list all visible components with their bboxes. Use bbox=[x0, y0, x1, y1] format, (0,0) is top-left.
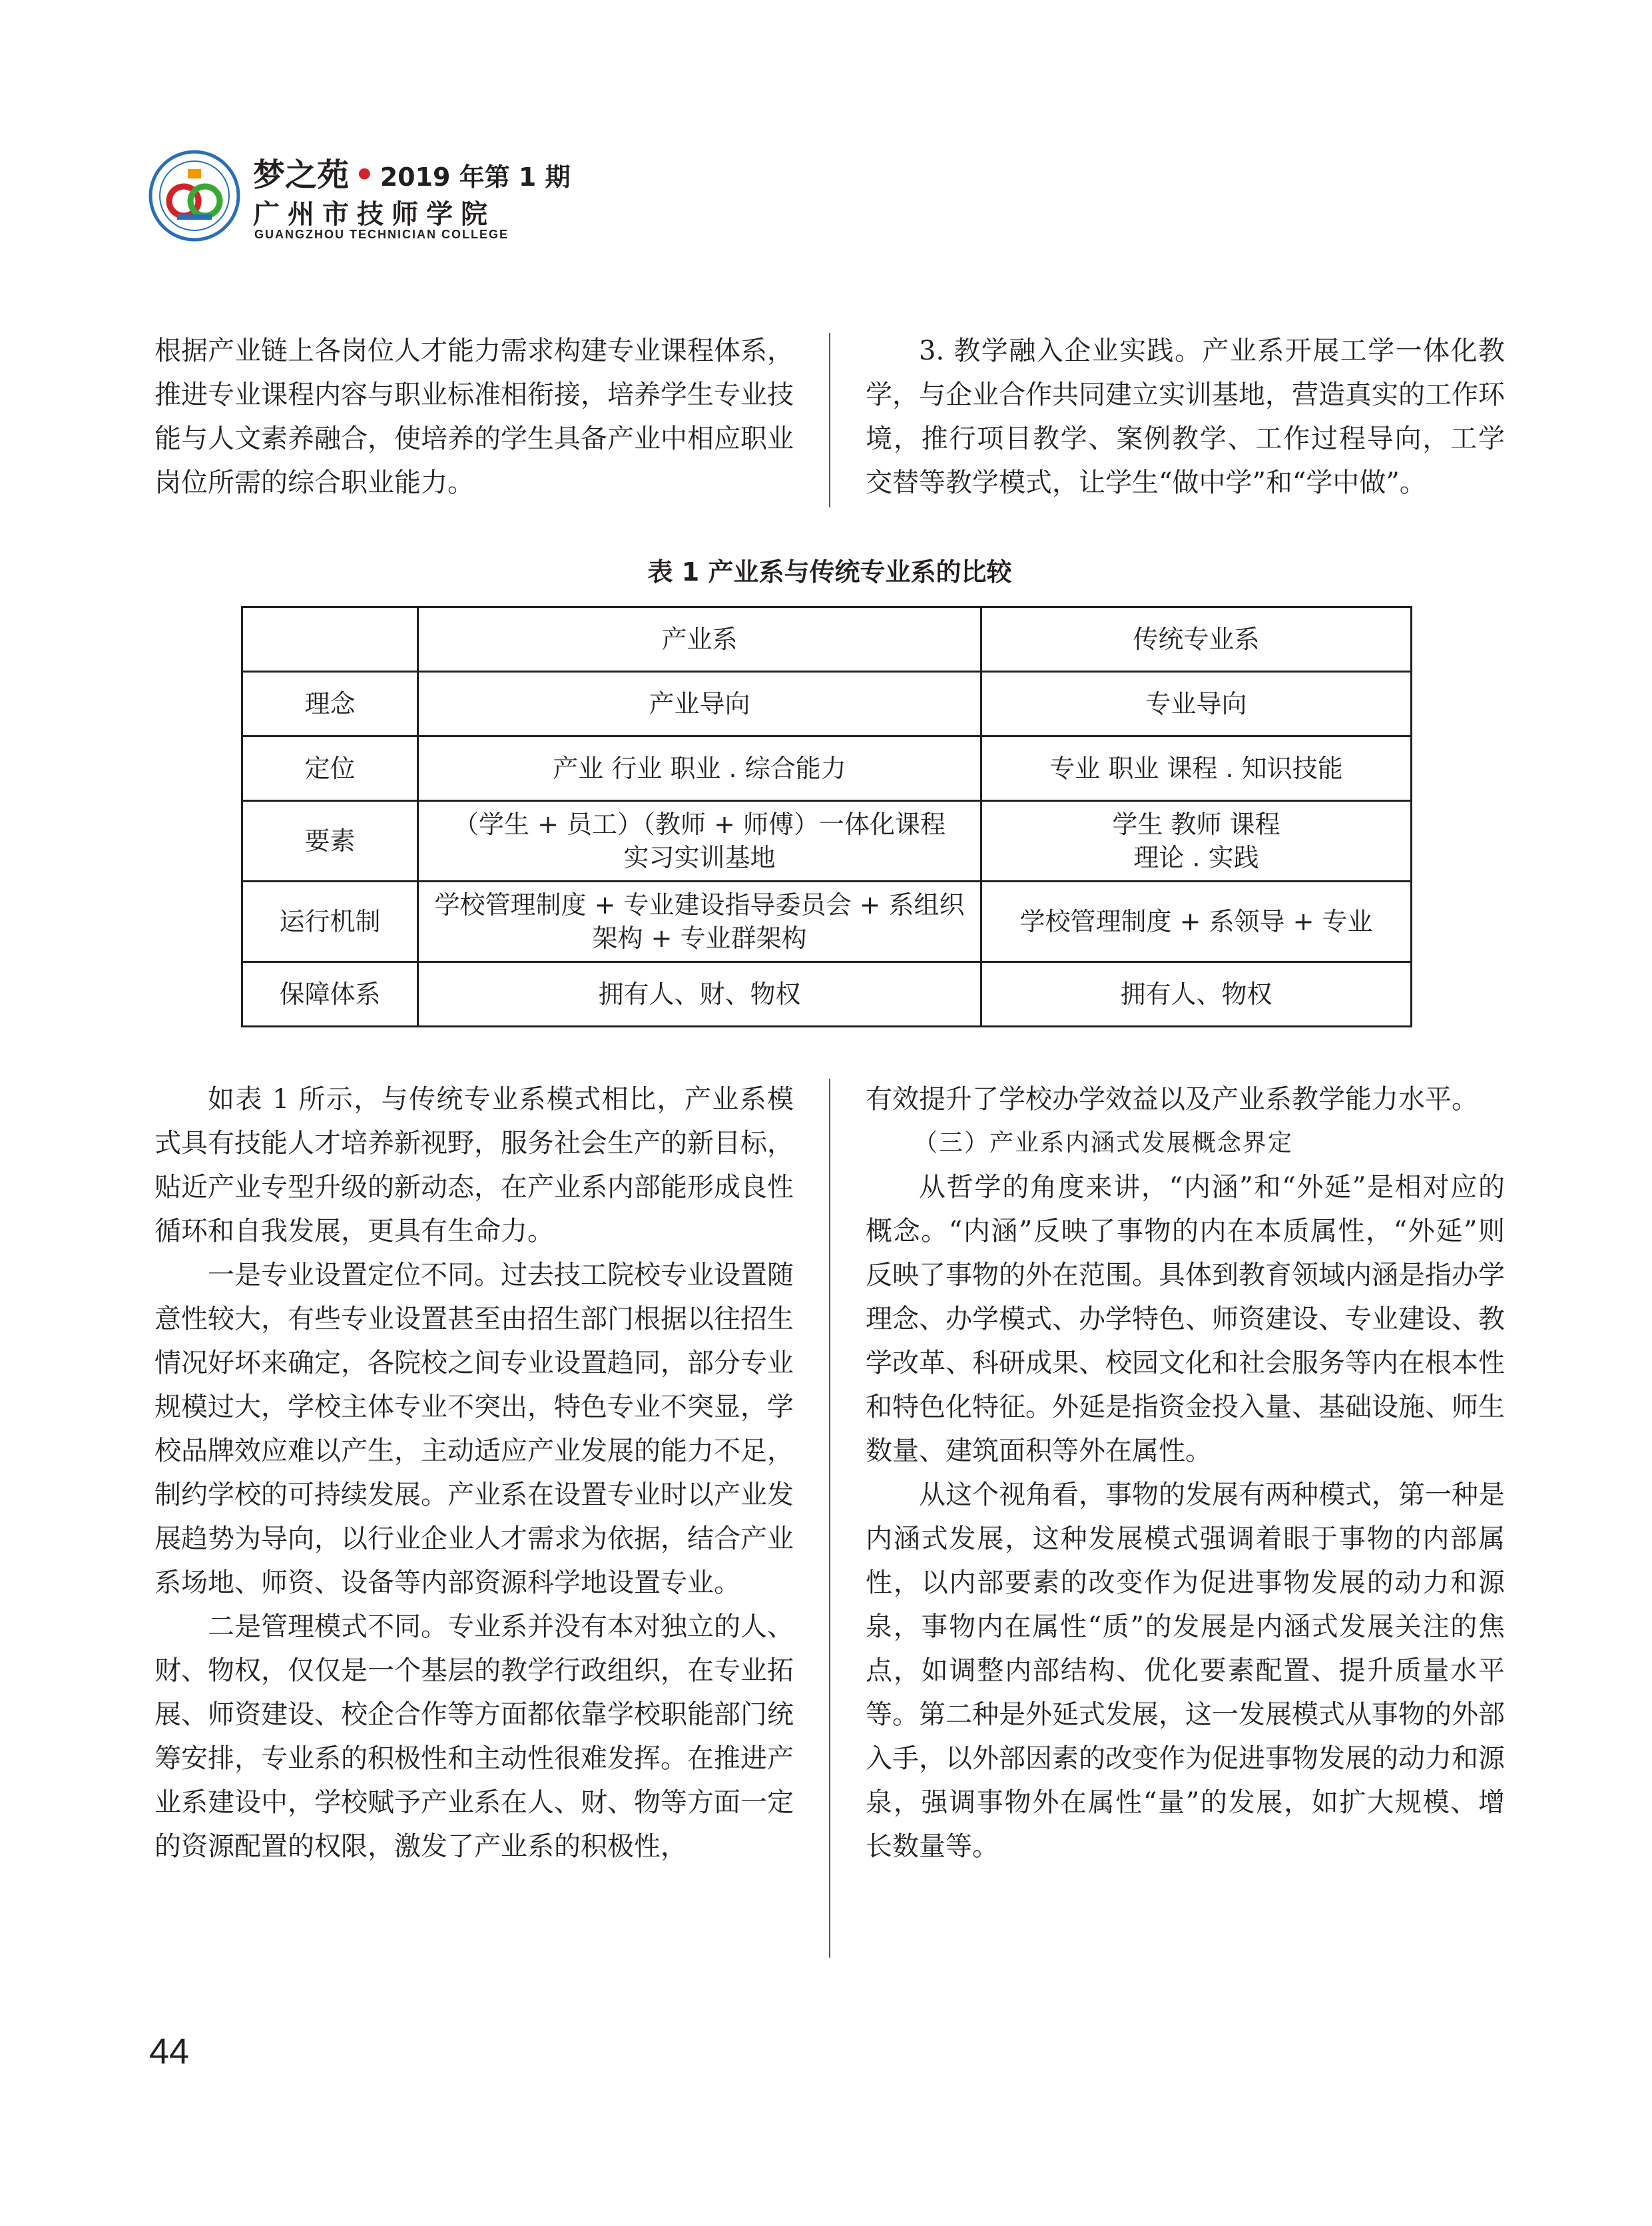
table-header-cell bbox=[242, 607, 418, 672]
industry-cell: （学生 + 员工）（教师 + 师傅）一体化课程 实习实训基地 bbox=[418, 801, 981, 882]
top-right-paragraph: 3. 教学融入企业实践。产业系开展工学一体化教学，与企业合作共同建立实训基地，营造真实的工作环境，推行项目教学、案例教学、工作过程导向，工学 交替等教学模式，让学生“做中学”和“学中做”。 bbox=[866, 336, 1505, 498]
industry-cell: 产业 行业 职业 . 综合能力 bbox=[418, 736, 981, 801]
top-left-paragraph: 根据产业链上各岗位人才能力需求构建专业课程体系，推进专业课程内容与职业标准相衔接，培养学生专业技能与人文素养融合，使培养的学生具备产业中相应职业岗位所需的综合职业能力。 bbox=[154, 336, 794, 498]
paragraph: 如表 1 所示，与传统专业系模式相比，产业系模式具有技能人才培养新视野，服务社会生产的新目标，贴近产业专型升级的新动态，在产业系内部能形成良性循环和自我发展，更具有生命力。 bbox=[154, 1084, 794, 1247]
row-label: 要素 bbox=[242, 801, 418, 882]
traditional-cell: 学校管理制度 + 系领导 + 专业 bbox=[981, 882, 1412, 962]
traditional-cell: 学生 教师 课程 理论 . 实践 bbox=[981, 801, 1412, 882]
traditional-cell: 拥有人、物权 bbox=[981, 962, 1412, 1027]
traditional-cell: 专业 职业 课程 . 知识技能 bbox=[981, 736, 1412, 801]
issue-label: 2019 年第 1 期 bbox=[380, 162, 571, 192]
industry-cell: 拥有人、财、物权 bbox=[418, 962, 981, 1027]
table-row bbox=[242, 962, 1412, 1027]
paragraph: 一是专业设置定位不同。过去技工院校专业设置随意性较大，有些专业设置甚至由招生部门根据以往招生情况好坏来确定，各院校之间专业设置趋同，部分专业规模过大，学校主体专业不突出，特色专业不突显，学校品牌效应难以产生，主动适应产业发展的能力不足，制约学校的可持续发展。产业系在设置专业时以产业发展趋势为导向，以行业企业人才需求为依据，结合产业系场地、师资、设备等内部资源科学地设置专业。 bbox=[154, 1260, 794, 1598]
row-label: 定位 bbox=[242, 736, 418, 801]
journal-title: 梦之苑 • 2019 年第 1 期 bbox=[253, 156, 571, 194]
table-row bbox=[242, 801, 1412, 882]
bottom-left-column bbox=[154, 1077, 794, 1868]
industry-cell: 学校管理制度 + 专业建设指导委员会 + 系组织 架构 + 专业群架构 bbox=[418, 882, 981, 962]
traditional-cell: 专业导向 bbox=[981, 672, 1412, 736]
table-row bbox=[242, 672, 1412, 736]
paragraph: 有效提升了学校办学效益以及产业系教学能力水平。 bbox=[866, 1084, 1478, 1115]
page-header bbox=[148, 145, 654, 252]
comparison-table bbox=[241, 606, 1412, 1027]
column-divider-top bbox=[829, 333, 830, 507]
row-label: 保障体系 bbox=[242, 962, 418, 1027]
column-divider-bottom bbox=[829, 1079, 830, 1958]
table-header-cell: 产业系 bbox=[418, 607, 981, 672]
paragraph: 二是管理模式不同。专业系并没有本对独立的人、财、物权，仅仅是一个基层的教学行政组织，在专业拓展、师资建设、校企合作等方面都依靠学校职能部门统筹安排，专业系的积极性和主动性很难发挥。在推进产业系建设中，学校赋予产业系在人、财、物等方面一定的资源配置的权限，激发了产业系的积极性， bbox=[154, 1611, 794, 1862]
college-logo-icon bbox=[148, 149, 241, 242]
row-label: 理念 bbox=[242, 672, 418, 736]
paragraph: 从这个视角看，事物的发展有两种模式，第一种是内涵式发展，这种发展模式强调着眼于事物的内部属性，以内部要素的改变作为促进事物发展的动力和源泉，事物内在属性“质”的发展是内涵式发展关注的焦点，如调整内部结构、优化要素配置、提升质量水平等。第二种是外延式发展，这一发展模式从事物的外部入手，以外部因素的改变作为促进事物发展的动力和源泉，强调事物外在属性“量”的发展，如扩大规模、增长数量等。 bbox=[866, 1480, 1505, 1862]
section-subheading: （三）产业系内涵式发展概念界定 bbox=[914, 1129, 1294, 1157]
college-name-cn: 广州市技师学院 bbox=[253, 199, 495, 230]
table-header-row bbox=[242, 607, 1412, 672]
paragraph: 从哲学的角度来讲，“内涵”和“外延”是相对应的概念。“内涵”反映了事物的内在本质属性，“外延”则反映了事物的外在范围。具体到教育领域内涵是指办学理念、办学模式、办学特色、师资建设、专业建设、教学改革、科研成果、校园文化和社会服务等内在根本性和特色化特征。外延是指资金投入量、基础设施、师生数量、建筑面积等外在属性。 bbox=[866, 1172, 1505, 1466]
table-row bbox=[242, 882, 1412, 962]
table-caption: 表 1 产业系与传统专业系的比较 bbox=[647, 557, 1012, 587]
table-row bbox=[242, 736, 1412, 801]
page-number: 44 bbox=[149, 2032, 190, 2072]
industry-cell: 产业导向 bbox=[418, 672, 981, 736]
bottom-right-column bbox=[866, 1077, 1505, 1868]
table-header-cell: 传统专业系 bbox=[981, 607, 1412, 672]
row-label: 运行机制 bbox=[242, 882, 418, 962]
college-name-en: GUANGZHOU TECHNICIAN COLLEGE bbox=[254, 228, 509, 241]
